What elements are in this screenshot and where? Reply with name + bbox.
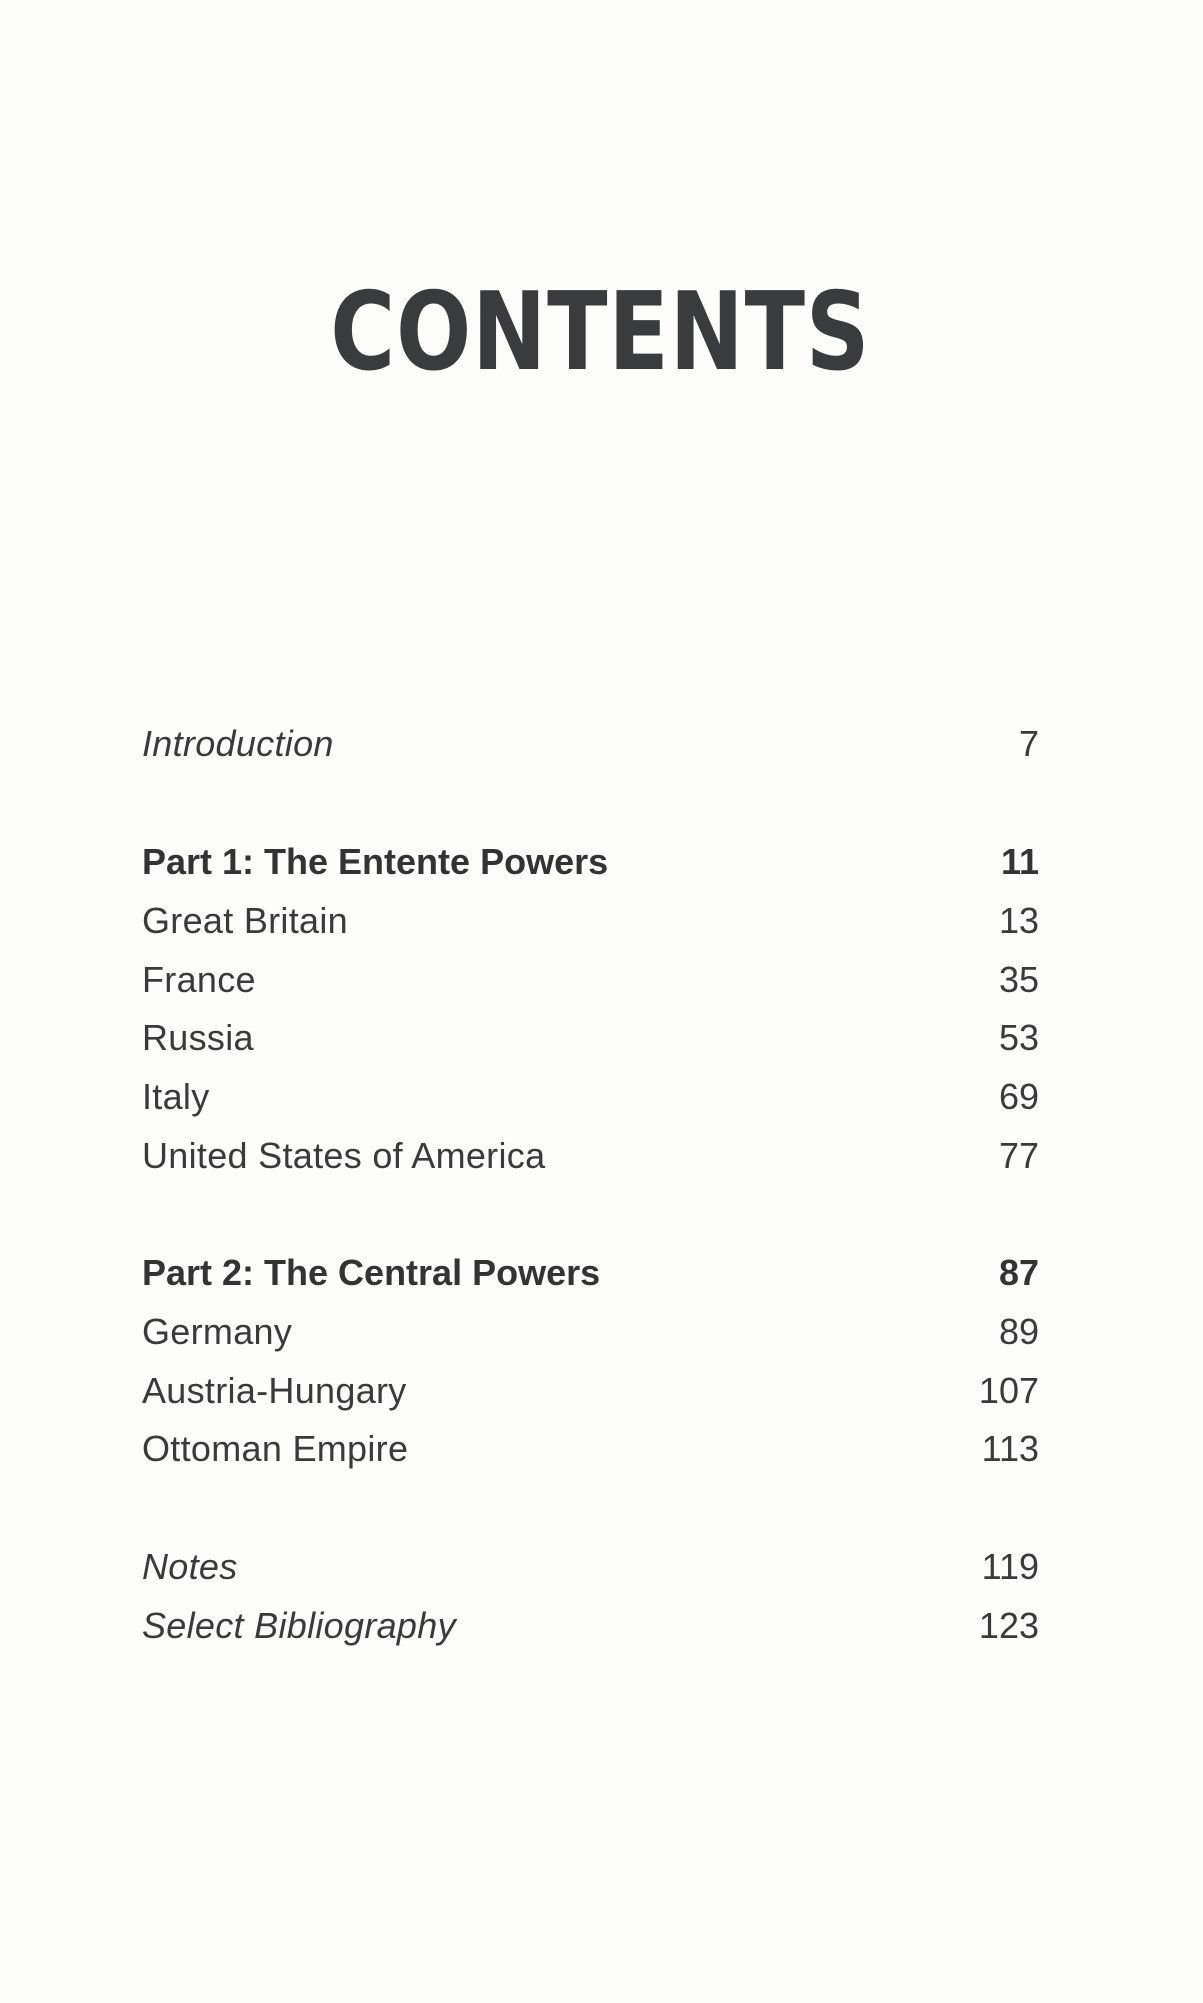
toc-entry-label: Part 2: The Central Powers — [142, 1252, 601, 1293]
toc-entry-label: Germany — [142, 1311, 293, 1352]
page-title: CONTENTS — [330, 270, 871, 395]
toc-entry-page: 113 — [981, 1428, 1039, 1469]
toc-entry-united-states[interactable] — [142, 1128, 1039, 1184]
toc-entry-page: 13 — [998, 900, 1039, 941]
toc-entry-introduction[interactable] — [142, 716, 1039, 772]
toc-entry-italy[interactable] — [142, 1069, 1039, 1125]
toc-entry-label: Part 1: The Entente Powers — [142, 841, 609, 882]
toc-entry-page: 53 — [998, 1017, 1039, 1058]
toc-entry-ottoman-empire[interactable] — [142, 1421, 1039, 1477]
toc-entry-label: Austria-Hungary — [142, 1370, 407, 1411]
toc-entry-austria-hungary[interactable] — [142, 1363, 1039, 1419]
toc-entry-page: 107 — [978, 1370, 1039, 1411]
toc-entry-label: France — [142, 959, 256, 1000]
toc-entry-page: 119 — [981, 1546, 1039, 1587]
toc-entry-france[interactable] — [142, 952, 1039, 1008]
toc-entry-page: 7 — [1018, 723, 1039, 764]
toc-entry-label: Introduction — [142, 723, 334, 764]
toc-entry-notes[interactable] — [142, 1539, 1039, 1595]
toc-entry-page: 123 — [978, 1605, 1039, 1646]
toc-entry-label: United States of America — [142, 1135, 546, 1176]
toc-entry-part-1[interactable] — [142, 834, 1039, 890]
toc-entry-germany[interactable] — [142, 1304, 1039, 1360]
toc-entry-russia[interactable] — [142, 1010, 1039, 1066]
toc-entry-part-2[interactable] — [142, 1245, 1039, 1301]
toc-entry-label: Russia — [142, 1017, 254, 1058]
toc-entry-label: Italy — [142, 1076, 210, 1117]
toc-entry-label: Great Britain — [142, 900, 348, 941]
toc-entry-page: 11 — [1000, 841, 1039, 882]
toc-entry-label: Select Bibliography — [142, 1605, 456, 1646]
toc-entry-page: 35 — [998, 959, 1039, 1000]
toc-entry-page: 87 — [998, 1252, 1039, 1293]
toc-entry-page: 69 — [998, 1076, 1039, 1117]
toc-entry-select-bibliography[interactable] — [142, 1598, 1039, 1654]
toc-entry-page: 77 — [998, 1135, 1039, 1176]
toc-entry-great-britain[interactable] — [142, 893, 1039, 949]
toc-entry-label: Ottoman Empire — [142, 1428, 409, 1469]
toc-entry-page: 89 — [998, 1311, 1039, 1352]
toc-entry-label: Notes — [142, 1546, 238, 1587]
